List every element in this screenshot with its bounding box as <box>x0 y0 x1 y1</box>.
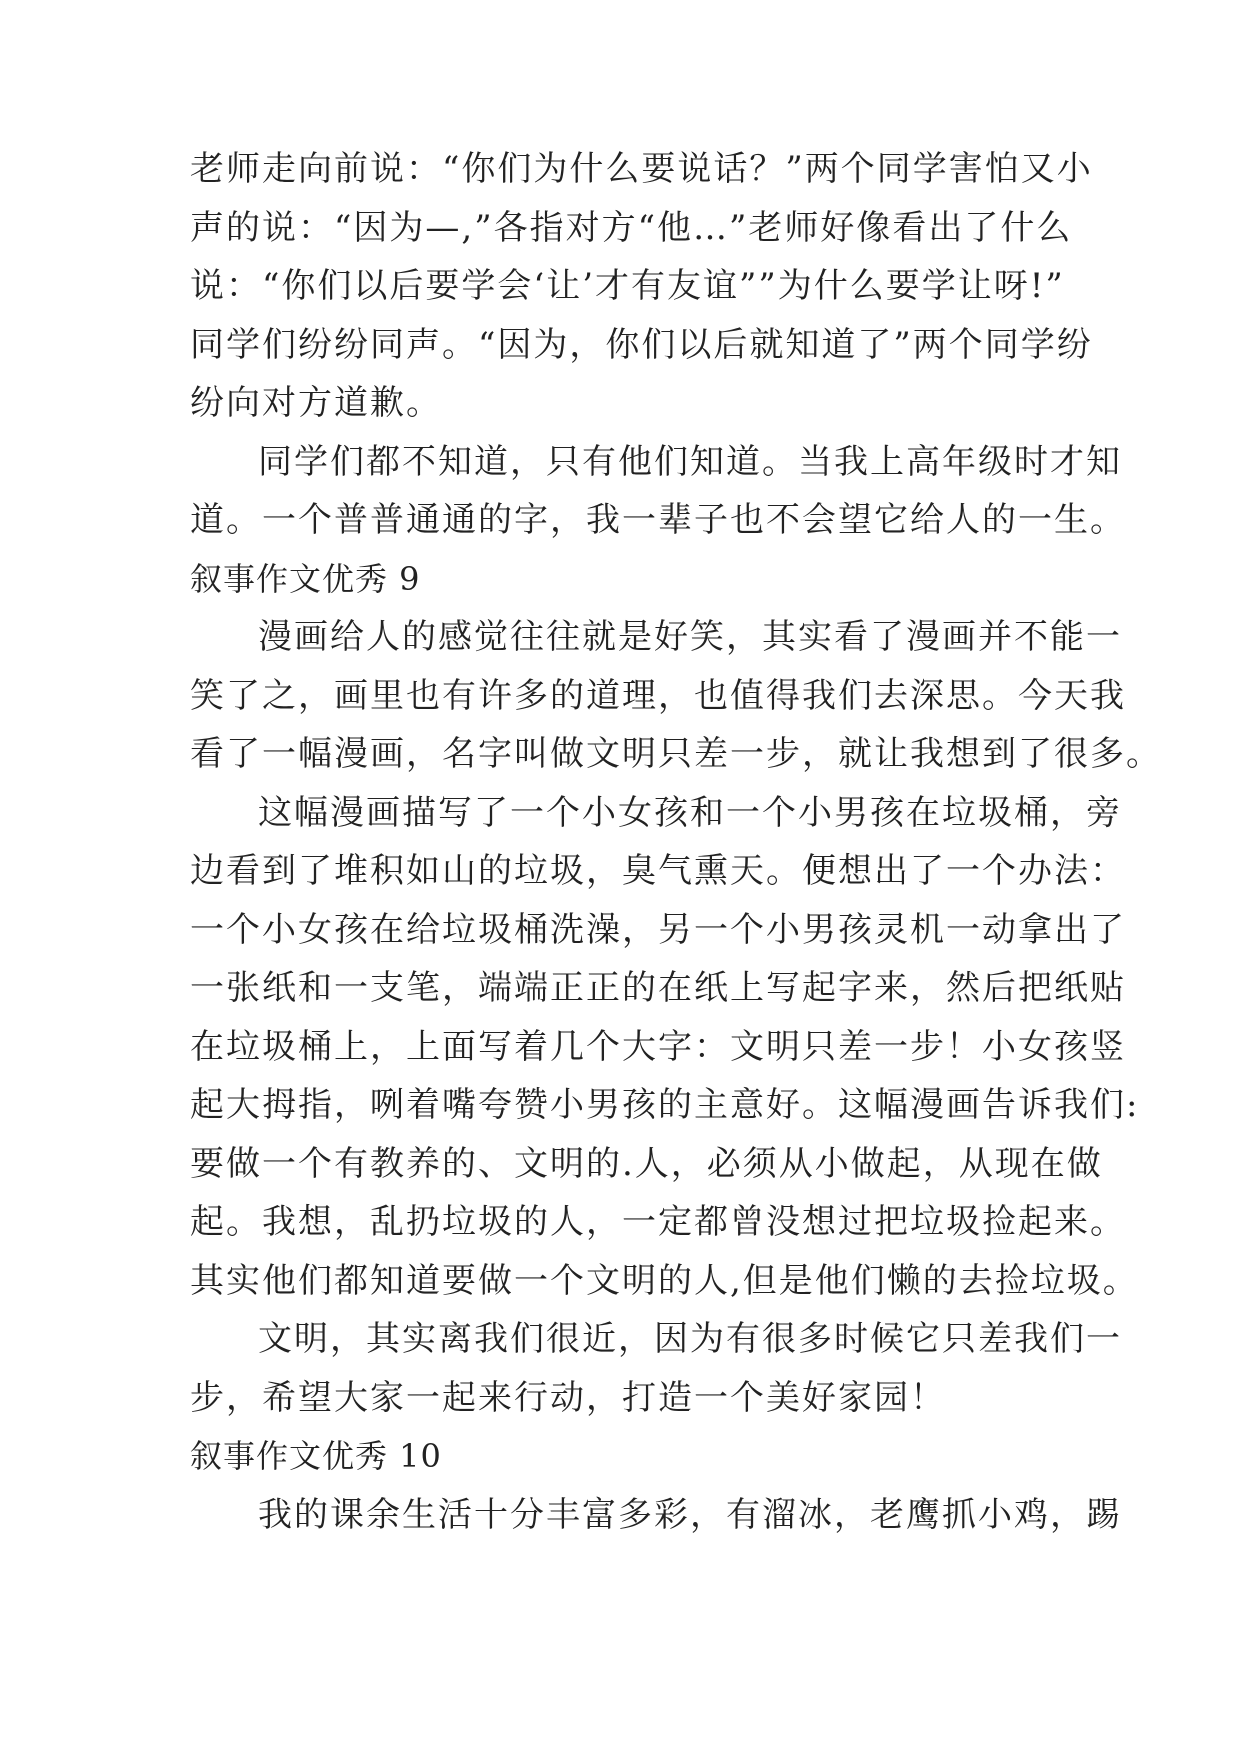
text-line: 看了一幅漫画，名字叫做文明只差一步，就让我想到了很多。 <box>190 734 1162 774</box>
text-line: 漫画给人的感觉往往就是好笑，其实看了漫画并不能一 <box>258 617 1122 657</box>
text-line: 起大拇指，咧着嘴夸赞小男孩的主意好。这幅漫画告诉我们: <box>190 1085 1140 1125</box>
text-line: 其实他们都知道要做一个文明的人,但是他们懒的去捡垃圾。 <box>190 1260 1139 1301</box>
text-line: 起。我想，乱扔垃圾的人，一定都曾没想过把垃圾捡起来。 <box>190 1202 1126 1242</box>
text-line: 一个小女孩在给垃圾桶洗澡，另一个小男孩灵机一动拿出了 <box>190 909 1126 950</box>
text-line: 说：“你们以后要学会‘让’才有友谊””为什么要学让呀!” <box>190 266 1065 306</box>
document-body <box>190 140 1162 1544</box>
text-line: 一张纸和一支笔，端端正正的在纸上写起字来，然后把纸贴 <box>190 968 1126 1008</box>
text-line: 我的课余生活十分丰富多彩，有溜冰，老鹰抓小鸡，踢 <box>258 1494 1122 1535</box>
text-line: 要做一个有教养的、文明的.人，必须从小做起，从现在做 <box>190 1143 1103 1184</box>
section-heading: 叙事作文优秀 10 <box>190 1437 442 1475</box>
section-heading: 叙事作文优秀 9 <box>190 559 421 598</box>
text-line: 老师走向前说：“你们为什么要说话？”两个同学害怕又小 <box>190 149 1093 189</box>
text-line: 边看到了堆积如山的垃圾，臭气熏天。便想出了一个办法： <box>190 851 1126 891</box>
text-line: 这幅漫画描写了一个小女孩和一个小男孩在垃圾桶，旁 <box>258 792 1122 833</box>
text-line: 纷向对方道歉。 <box>190 383 442 423</box>
text-line: 在垃圾桶上，上面写着几个大字：文明只差一步！小女孩竖 <box>190 1026 1126 1067</box>
text-line: 同学们纷纷同声。“因为，你们以后就知道了”两个同学纷 <box>190 324 1093 365</box>
text-line: 步，希望大家一起来行动，打造一个美好家园！ <box>190 1377 946 1418</box>
text-line: 同学们都不知道，只有他们知道。当我上高年级时才知 <box>258 441 1122 482</box>
text-line: 道。一个普普通通的字，我一辈子也不会望它给人的一生。 <box>190 500 1126 540</box>
text-line: 笑了之，画里也有许多的道理，也值得我们去深思。今天我 <box>190 675 1126 716</box>
text-line: 声的说：“因为—,”各指对方“他…”老师好像看出了什么 <box>190 207 1073 248</box>
text-line: 文明，其实离我们很近，因为有很多时候它只差我们一 <box>258 1319 1122 1359</box>
